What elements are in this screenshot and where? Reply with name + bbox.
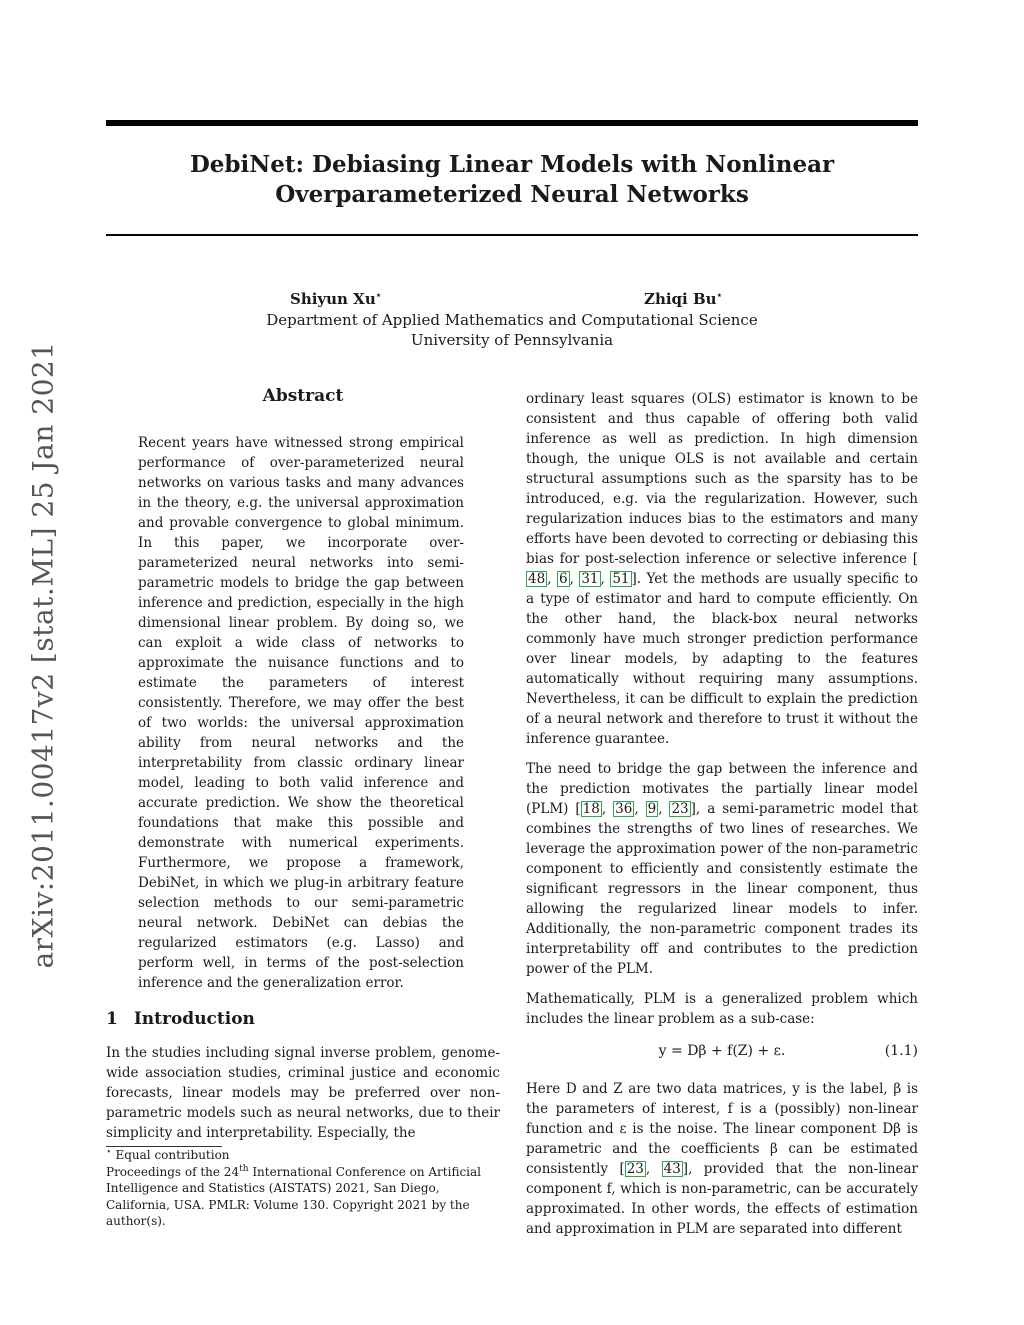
title-line-1: DebiNet: Debiasing Linear Models with Nonlinear <box>189 151 835 178</box>
citation-43[interactable]: 43 <box>663 1161 681 1177</box>
citation-48[interactable]: 48 <box>528 571 546 587</box>
footnote-equal-contribution: ⋆ Equal contribution <box>106 1147 230 1162</box>
arxiv-sidebar <box>18 0 68 1325</box>
author-1: Shiyun Xu⋆ <box>290 290 382 308</box>
intro-paragraph-1: In the studies including signal inverse problem, genome-wide association studies, criminal justice and economic forecasts, linear models may be preferred over non-parametric models such as neural networks, due to their simplicity and interpretability. Especially, the <box>106 1045 500 1141</box>
abstract-text: Recent years have witnessed strong empirical performance of over-parameterized neural networks on various tasks and many advances in the theory, e.g. the universal approximation and provable convergence to global minimum. In this paper, we incorporate over-parameterized neural networks into semi-parametric models to bridge the gap between inference and prediction, especially in the high dimensional linear problem. By doing so, we can exploit a wide class of networks to approximate the nuisance functions and to estimate the parameters of interest consistently. Therefore, we may offer the best of two worlds: the universal approximation ability from neural networks and the interpretability from classic ordinary linear model, leading to both valid inference and accurate prediction. We show the theoretical foundations that make this possible and demonstrate with numerical experiments. Furthermore, we propose a framework, DebiNet, in which we plug-in arbitrary feature selection methods to our semi-parametric neural network. DebiNet can debias the regularized estimators (e.g. Lasso) and perform well, in terms of the post-selection inference and the generalization error. <box>138 435 464 991</box>
footnote-mark: ⋆ <box>106 1147 112 1157</box>
right-paragraph-4: Here D and Z are two data matrices, y is the label, β is the parameters of interest, f is a (possibly) non-linear function and ε is the noise. The linear component Dβ is parametric and the coefficients β can be estimated consistently [ 23 , 43 ], provided that the non-linear component f, which is non-parametric, can be accurately approximated. In other words, the effects of estimation and approximation in PLM are separated into different <box>526 1081 919 1237</box>
affiliation-department: Department of Applied Mathematics and Computational Science <box>266 311 758 329</box>
right-paragraph-3: Mathematically, PLM is a generalized problem which includes the linear problem as a sub-case: <box>526 991 918 1027</box>
arxiv-identifier: arXiv:2011.00417v2 [stat.ML] 25 Jan 2021 <box>26 341 60 969</box>
section-introduction-heading <box>106 1009 255 1029</box>
author-2: Zhiqi Bu⋆ <box>644 290 723 308</box>
title-line-2: Overparameterized Neural Networks <box>275 181 749 208</box>
author-1-mark: ⋆ <box>375 291 382 301</box>
citation-18[interactable]: 18 <box>582 801 600 817</box>
right-paragraph-2: The need to bridge the gap between the inference and the prediction motivates the partially linear model (PLM) [ 18 , 36 , 9 , 23 ], a semi-parametric model that combines the strengths of two lines of researches. We leverage the approximation power of the non-parametric component to efficiently and consistently estimate the significant regressors in the linear component, thus allowing the regularized linear models to infer. Additionally, the non-parametric component trades its interpretability off and contributes to the prediction power of the PLM. <box>526 761 918 977</box>
footnote-proceedings: Proceedings of the 24th International Conference on Artificial Intelligence and Statistics (AISTATS) 2021, San Diego, California, USA. PMLR: Volume 130. Copyright 2021 by the author(s). <box>106 1163 482 1228</box>
equation-1-1 <box>526 1043 918 1065</box>
citation-23[interactable]: 23 <box>671 801 689 817</box>
author-2-mark: ⋆ <box>716 291 723 301</box>
equation-number: (1.1) <box>884 1043 918 1059</box>
footnote <box>106 1147 500 1230</box>
citation-51[interactable]: 51 <box>612 571 630 587</box>
affiliation-university: University of Pennsylvania <box>410 331 614 349</box>
title-rule-top <box>106 120 918 126</box>
section-title: Introduction <box>133 1009 255 1029</box>
paper-title <box>106 150 918 210</box>
section-number: 1 <box>106 1009 118 1029</box>
citation-36[interactable]: 36 <box>615 801 633 817</box>
citation-31[interactable]: 31 <box>581 571 599 587</box>
right-paragraph-1: ordinary least squares (OLS) estimator is known to be consistent and thus capable of offering both valid inference as well as prediction. In high dimension though, the unique OLS is not available and certain structural assumptions such as the sparsity has to be introduced, e.g. via the regularization. However, such regularization induces bias to the estimators and many efforts have been devoted to correcting or debiasing this bias for post-selection inference or selective inference [48 , 6 , 31 , 51 ]. Yet the methods are usually specific to a type of estimator and hard to compute efficiently. On the other hand, the black-box neural networks commonly have much stronger prediction performance over linear models, by adapting to the features automatically without requiring many assumptions. Nevertheless, it can be difficult to explain the prediction of a neural network and therefore to trust it without the inference guarantee. <box>526 391 918 747</box>
abstract-heading: Abstract <box>262 386 344 406</box>
citation-23-b[interactable]: 23 <box>626 1161 644 1177</box>
equation-body: y = Dβ + f(Z) + ε. <box>658 1043 786 1059</box>
citation-6[interactable]: 6 <box>558 571 568 587</box>
citation-9[interactable]: 9 <box>647 801 657 817</box>
title-rule-bottom <box>106 234 918 236</box>
